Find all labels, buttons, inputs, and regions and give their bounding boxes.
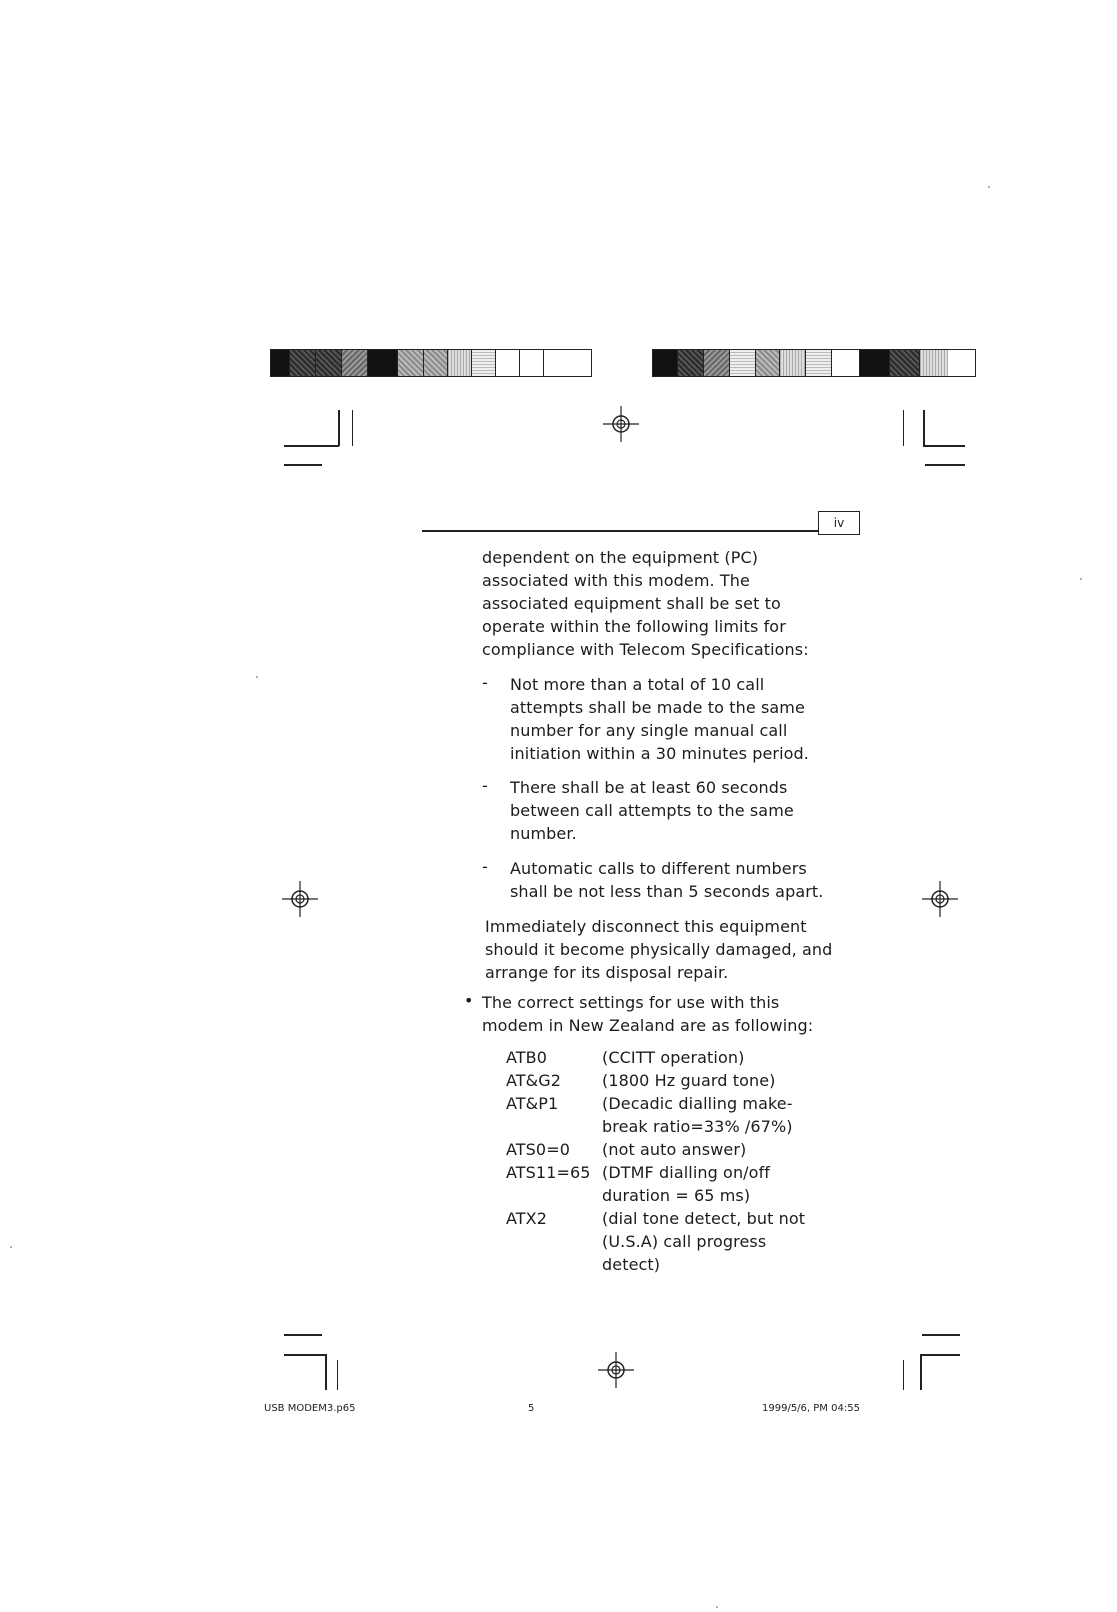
- color-bar-left: [270, 349, 592, 377]
- scan-speck: [10, 1246, 12, 1248]
- setting-command: ATS0=0: [506, 1140, 570, 1159]
- settings-table: [506, 1046, 805, 1276]
- scan-speck: [988, 186, 990, 188]
- settings-row: [506, 1161, 805, 1207]
- setting-command: AT&P1: [506, 1094, 559, 1113]
- text-line: (not auto answer): [602, 1140, 747, 1159]
- limit-item-text: [510, 673, 809, 765]
- footer-timestamp: 1999/5/6, PM 04:55: [762, 1403, 860, 1414]
- setting-command: ATX2: [506, 1209, 548, 1228]
- text-line: shall be not less than 5 seconds apart.: [510, 882, 824, 901]
- text-line: detect): [602, 1255, 661, 1274]
- text-line: break ratio=33% /67%): [602, 1117, 793, 1136]
- text-line: There shall be at least 60 seconds: [510, 778, 788, 797]
- page-number: iv: [818, 511, 860, 535]
- settings-row: [506, 1138, 805, 1161]
- text-line: should it become physically damaged, and: [485, 940, 833, 959]
- setting-command: AT&G2: [506, 1071, 562, 1090]
- registration-target-icon: [603, 406, 639, 442]
- limit-item-text: [510, 776, 794, 845]
- text-line: attempts shall be made to the same: [510, 698, 805, 717]
- setting-description: [602, 1207, 805, 1276]
- setting-description: [602, 1161, 770, 1207]
- text-line: (CCITT operation): [602, 1048, 745, 1067]
- setting-description: [602, 1046, 744, 1069]
- text-line: dependent on the equipment (PC): [482, 548, 759, 567]
- scan-speck: [716, 1606, 718, 1608]
- setting-description: [602, 1069, 776, 1092]
- text-line: Not more than a total of 10 call: [510, 675, 765, 694]
- disconnect-paragraph: [485, 915, 832, 984]
- bullet-icon: •: [464, 991, 474, 1010]
- setting-description: [602, 1138, 746, 1161]
- text-line: modem in New Zealand are as following:: [482, 1016, 814, 1035]
- list-dash: -: [482, 776, 488, 795]
- settings-row: [506, 1069, 805, 1092]
- list-dash: -: [482, 673, 488, 692]
- footer-filename: USB MODEM3.p65: [264, 1403, 356, 1414]
- text-line: Immediately disconnect this equipment: [485, 917, 807, 936]
- registration-target-icon: [922, 881, 958, 917]
- text-line: (U.S.A) call progress: [602, 1232, 767, 1251]
- text-line: associated with this modem. The: [482, 571, 750, 590]
- settings-row: [506, 1092, 805, 1138]
- list-dash: -: [482, 857, 488, 876]
- limit-item-text: [510, 857, 823, 903]
- text-line: number for any single manual call: [510, 721, 788, 740]
- intro-paragraph: [482, 546, 809, 661]
- text-line: operate within the following limits for: [482, 617, 786, 636]
- text-line: compliance with Telecom Specifications:: [482, 640, 809, 659]
- settings-row: [506, 1207, 805, 1276]
- text-line: duration = 65 ms): [602, 1186, 751, 1205]
- text-line: between call attempts to the same: [510, 801, 794, 820]
- text-line: The correct settings for use with this: [482, 993, 780, 1012]
- text-line: initiation within a 30 minutes period.: [510, 744, 809, 763]
- settings-row: [506, 1046, 805, 1069]
- text-line: (1800 Hz guard tone): [602, 1071, 776, 1090]
- text-line: associated equipment shall be set to: [482, 594, 781, 613]
- footer-sheet-number: 5: [528, 1403, 535, 1414]
- color-bar-right: [652, 349, 976, 377]
- setting-command: ATS11=65: [506, 1163, 591, 1182]
- scan-speck: [256, 676, 258, 678]
- text-line: arrange for its disposal repair.: [485, 963, 729, 982]
- settings-intro-text: [482, 991, 813, 1037]
- setting-command: ATB0: [506, 1048, 548, 1067]
- setting-description: [602, 1092, 793, 1138]
- scan-speck: [1080, 578, 1082, 580]
- text-line: number.: [510, 824, 577, 843]
- text-line: (Decadic dialling make-: [602, 1094, 793, 1113]
- text-line: (dial tone detect, but not: [602, 1209, 806, 1228]
- text-line: Automatic calls to different numbers: [510, 859, 807, 878]
- header-rule: [422, 530, 819, 532]
- text-line: (DTMF dialling on/off: [602, 1163, 771, 1182]
- registration-target-icon: [282, 881, 318, 917]
- registration-target-icon: [598, 1352, 634, 1388]
